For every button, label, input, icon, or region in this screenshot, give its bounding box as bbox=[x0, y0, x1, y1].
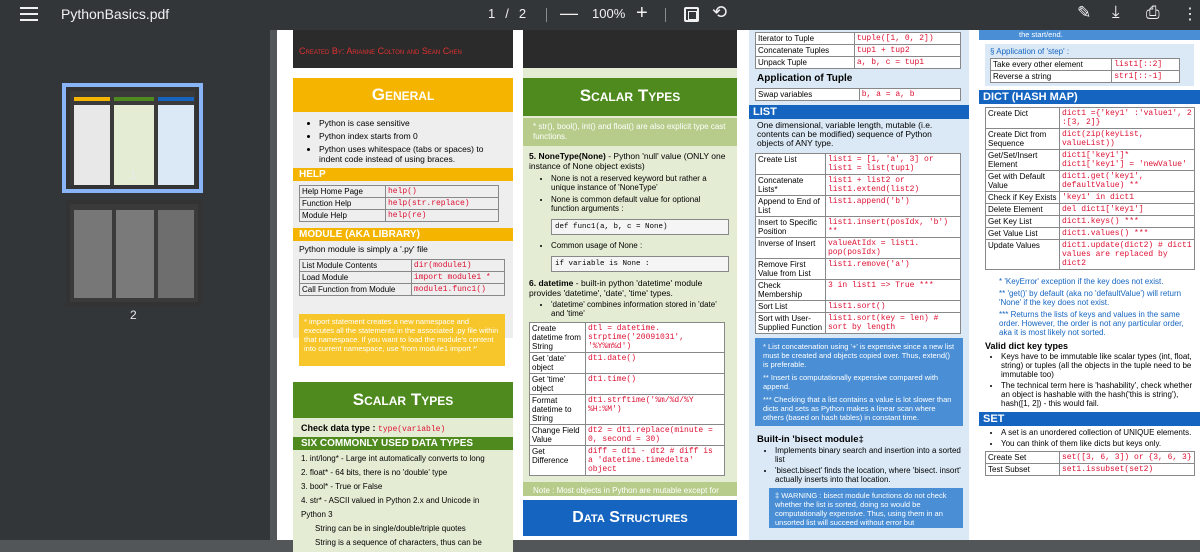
table-cell: dict1.keys() *** bbox=[1060, 216, 1195, 228]
table-cell: Get Value List bbox=[986, 228, 1060, 240]
module-intro: Python module is simply a '.py' file bbox=[299, 244, 428, 254]
table-cell: list1[::2] bbox=[1112, 59, 1180, 71]
page-indicator bbox=[488, 6, 526, 21]
help-heading: HELP bbox=[293, 168, 513, 181]
table-cell: set1.issubset(set2) bbox=[1060, 464, 1195, 476]
type-item: 4. str* - ASCII valued in Python 2.x and Unicode in Python 3 bbox=[301, 496, 480, 519]
table-cell: Test Subset bbox=[986, 464, 1060, 476]
list-note: * List concatenation using '+' is expensive since a new list must be created and objects copied over. Thus, extend() is preferable. bbox=[763, 342, 955, 369]
table-cell: a, b, c = tup1 bbox=[854, 57, 960, 69]
table-cell: Create List bbox=[756, 154, 826, 175]
table-cell: valueAtIdx = list1. pop(posIdx) bbox=[826, 238, 961, 259]
table-cell: Get Difference bbox=[530, 446, 586, 476]
document-viewer[interactable] bbox=[270, 30, 1200, 547]
table-cell: Help Home Page bbox=[300, 186, 386, 198]
list-note: ** Insert is computationally expensive compared with append. bbox=[763, 373, 939, 391]
table-cell: List Module Contents bbox=[300, 260, 412, 272]
none-heading: 5. NoneType(None) bbox=[529, 151, 606, 161]
table-cell: dict(zip(keyList, valueList)) bbox=[1060, 129, 1195, 150]
thumbnail-number: 2 bbox=[130, 308, 137, 322]
help-table bbox=[299, 185, 499, 222]
none-desc: - Python 'null' value (ONLY one instance of None object exists) bbox=[529, 151, 726, 171]
table-cell: Create Set bbox=[986, 452, 1060, 464]
dict-note: ** 'get()' by default (aka no 'defaultValue') will return 'None' if the key does not exist. bbox=[999, 289, 1182, 307]
datetime-item: • 'datetime' combines information stored in 'date' and 'time' bbox=[551, 300, 729, 318]
zoom-out-icon[interactable]: — bbox=[560, 3, 578, 23]
table-cell: del dict1['key1'] bbox=[1060, 204, 1195, 216]
table-cell: diff = dt1 - dt2 # diff is a 'datetime.timedelta' object bbox=[586, 446, 725, 476]
more-options-icon[interactable]: ⋮ bbox=[1182, 6, 1198, 23]
dict-note: *** Returns the lists of keys and values in the same order. However, the order is not any particular order, aka it is most likely not sorted. bbox=[999, 310, 1184, 337]
table-cell: Sort List bbox=[756, 301, 826, 313]
column-general bbox=[293, 30, 513, 547]
fit-to-page-icon[interactable] bbox=[684, 7, 699, 22]
table-cell: Module Help bbox=[300, 210, 386, 222]
table-cell: Get Key List bbox=[986, 216, 1060, 228]
general-heading: General bbox=[293, 78, 513, 112]
bisect-warning: ‡ WARNING : bisect module functions do not check whether the list is sorted, doing so would be computationally expensive. Thus, using them in an unsorted list will succeed without error but bbox=[769, 488, 963, 528]
download-icon[interactable]: ⤓ bbox=[1112, 2, 1120, 21]
table-cell: dict1['key1']* dict1['key1'] = 'newValue' bbox=[1060, 150, 1195, 171]
annotate-pen-icon[interactable]: ✎ bbox=[1077, 3, 1092, 22]
table-cell: Inverse of Insert bbox=[756, 238, 826, 259]
list-note: *** Checking that a list contains a value is lot slower than dicts and sets as Python makes a linear scan where others (based on hash tables) in constant time. bbox=[763, 395, 952, 422]
column-list bbox=[749, 30, 969, 540]
table-cell: Get 'time' object bbox=[530, 374, 586, 395]
table-cell: list1.append('b') bbox=[826, 196, 961, 217]
column-dict bbox=[979, 30, 1200, 540]
table-cell: Create Dict bbox=[986, 108, 1060, 129]
credit-banner bbox=[293, 30, 513, 68]
table-cell: list1 + list2 or list1.extend(list2) bbox=[826, 175, 961, 196]
table-cell: Get 'date' object bbox=[530, 353, 586, 374]
table-cell: Get/Set/Insert Element bbox=[986, 150, 1060, 171]
table-cell: dir(module1) bbox=[411, 260, 504, 272]
table-cell: Sort with User-Supplied Function bbox=[756, 313, 826, 334]
none-item: • None is not a reserved keyword but rather a unique instance of 'NoneType' bbox=[551, 174, 729, 192]
toolbar-divider bbox=[665, 8, 666, 22]
zoom-level[interactable]: 100% bbox=[592, 6, 626, 21]
module-heading: MODULE (AKA LIBRARY) bbox=[293, 228, 513, 241]
datetime-desc: - built-in python 'datetime' module provides 'datetime', 'date', 'time' types. bbox=[529, 278, 703, 298]
datetime-table bbox=[529, 322, 725, 476]
page-thumbnail-2[interactable] bbox=[66, 200, 202, 306]
table-cell: tuple([1, 0, 2]) bbox=[854, 33, 960, 45]
table-cell: Load Module bbox=[300, 272, 412, 284]
list-notes bbox=[755, 338, 963, 426]
table-cell: Update Values bbox=[986, 240, 1060, 270]
general-section bbox=[293, 78, 513, 338]
thumbnail-sidebar bbox=[0, 30, 270, 540]
table-cell: str1[::-1] bbox=[1112, 71, 1180, 83]
table-cell: tup1 + tup2 bbox=[854, 45, 960, 57]
table-cell: Concatenate Tuples bbox=[756, 45, 855, 57]
scalar-types-heading: Scalar Types bbox=[523, 78, 737, 116]
table-cell: Check Membership bbox=[756, 280, 826, 301]
table-cell: Swap variables bbox=[756, 89, 860, 101]
module-note: * import statement creates a new namespace and executes all the statements in the associated .py file within that namespace. If you want to load the module's content into current namespace, use 'from module1 import *' bbox=[299, 314, 505, 366]
valid-key-item: • Keys have to be immutable like scalar types (int, float, string) or tuples (all the objects in the tuple need to be immutable too) bbox=[1001, 352, 1194, 379]
dict-heading: DICT (HASH MAP) bbox=[979, 90, 1200, 104]
credit-text: Created By: Arianne Colton and Sean Chen bbox=[299, 46, 462, 56]
scalar-note: * str(), bool(), int() and float() are also explicit type cast functions. bbox=[523, 118, 737, 146]
table-cell: list1 = [1, 'a', 3] or list1 = list(tup1) bbox=[826, 154, 961, 175]
table-cell: list1.remove('a') bbox=[826, 259, 961, 280]
zoom-in-icon[interactable]: + bbox=[636, 2, 648, 24]
type-item: String is a sequence of characters, thus can be bbox=[315, 538, 482, 547]
table-cell: help(re) bbox=[385, 210, 498, 222]
table-cell: Append to End of List bbox=[756, 196, 826, 217]
table-cell: dt1.time() bbox=[586, 374, 725, 395]
type-item: String can be in single/double/triple quotes bbox=[315, 524, 466, 533]
code-block: if variable is None : bbox=[551, 256, 729, 272]
module-table bbox=[299, 259, 505, 296]
toolbar bbox=[0, 0, 1200, 30]
table-cell: Insert to Specific Position bbox=[756, 217, 826, 238]
slice-table bbox=[990, 58, 1180, 83]
set-table bbox=[985, 451, 1195, 476]
table-cell: dict1.get('key1', defaultValue) ** bbox=[1060, 171, 1195, 192]
table-cell: Call Function from Module bbox=[300, 284, 412, 296]
table-cell: Remove First Value from List bbox=[756, 259, 826, 280]
table-cell: Iterator to Tuple bbox=[756, 33, 855, 45]
check-type-code: type(variable) bbox=[378, 425, 446, 434]
type-item: 1. int/long* - Large int automatically converts to long bbox=[301, 454, 485, 463]
table-cell: dt1.strftime('%m/%d/%Y %H:%M') bbox=[586, 395, 725, 425]
list-desc: One dimensional, variable length, mutable (i.e. contents can be modified) sequence of Python objects of ANY type. bbox=[757, 120, 933, 148]
list-heading: LIST bbox=[749, 105, 969, 119]
table-cell: help() bbox=[385, 186, 498, 198]
bisect-item: • Implements binary search and insertion into a sorted list bbox=[775, 446, 961, 464]
general-item: • Python is case sensitive bbox=[319, 118, 507, 128]
table-cell: set([3, 6, 3]) or {3, 6, 3} bbox=[1060, 452, 1195, 464]
general-item: • Python index starts from 0 bbox=[319, 131, 507, 141]
type-item: 3. bool* - True or False bbox=[301, 482, 383, 491]
table-cell: Take every other element bbox=[991, 59, 1112, 71]
dict-note: * 'KeyError' exception if the key does not exist. bbox=[999, 277, 1164, 286]
bisect-item: • 'bisect.bisect' finds the location, where 'bisect. insort' actually inserts into that location. bbox=[775, 466, 961, 484]
menu-icon[interactable] bbox=[20, 7, 38, 23]
set-item: • A set is an unordered collection of UNIQUE elements. bbox=[1001, 428, 1194, 437]
page-separator: / bbox=[505, 6, 509, 21]
table-cell: Create datetime from String bbox=[530, 323, 586, 353]
column-scalar-types bbox=[523, 30, 737, 540]
table-cell: import module1 * bbox=[411, 272, 504, 284]
scalar-types-section bbox=[293, 382, 513, 552]
slice-step-heading: § Application of 'step' : bbox=[990, 47, 1070, 56]
document-title: PythonBasics.pdf bbox=[61, 6, 170, 22]
page-current-input[interactable]: 1 bbox=[488, 6, 496, 21]
set-item: • You can think of them like dicts but keys only. bbox=[1001, 439, 1194, 448]
table-cell: Reverse a string bbox=[991, 71, 1112, 83]
table-cell: list1.sort() bbox=[826, 301, 961, 313]
swap-table bbox=[755, 88, 961, 101]
table-cell: Delete Element bbox=[986, 204, 1060, 216]
print-icon[interactable]: ⎙ bbox=[1146, 3, 1160, 22]
bisect-heading: Built-in 'bisect module‡ bbox=[757, 434, 864, 445]
scalar-heading: Scalar Types bbox=[293, 382, 513, 418]
table-cell: list1.insert(posIdx, 'b') ** bbox=[826, 217, 961, 238]
page-total: 2 bbox=[518, 6, 527, 21]
table-cell: module1.func1() bbox=[411, 284, 504, 296]
table-cell: dt2 = dt1.replace(minute = 0, second = 30) bbox=[586, 425, 725, 446]
toolbar-divider bbox=[546, 8, 547, 22]
table-cell: Change Field Value bbox=[530, 425, 586, 446]
datetime-heading: 6. datetime bbox=[529, 278, 574, 288]
table-cell: dict1.update(dict2) # dict1 values are replaced by dict2 bbox=[1060, 240, 1195, 270]
slice-note-top: the start/end. bbox=[979, 30, 1200, 40]
table-cell: Format datetime to String bbox=[530, 395, 586, 425]
table-cell: list1.sort(key = len) # sort by length bbox=[826, 313, 961, 334]
table-cell: Concatenate Lists* bbox=[756, 175, 826, 196]
table-cell: dt1.date() bbox=[586, 353, 725, 374]
table-cell: 3 in list1 => True *** bbox=[826, 280, 961, 301]
dark-banner bbox=[523, 30, 737, 68]
type-item: 2. float* - 64 bits, there is no 'double' type bbox=[301, 468, 448, 477]
pdf-page bbox=[277, 30, 1200, 547]
table-cell: help(str.replace) bbox=[385, 198, 498, 210]
table-cell: dict1 ={'key1' :'value1', 2 :[3, 2]} bbox=[1060, 108, 1195, 129]
data-structures-heading: Data Structures bbox=[523, 500, 737, 536]
table-cell: Create Dict from Sequence bbox=[986, 129, 1060, 150]
valid-key-item: • The technical term here is 'hashability', check whether an object is hashable with the hash('this is string'), hash([1, 2]) - this would fail. bbox=[1001, 381, 1194, 408]
mutable-note: Note : Most objects in Python are mutable except for bbox=[523, 482, 737, 510]
set-heading: SET bbox=[979, 412, 1200, 426]
table-cell: b, a = a, b bbox=[859, 89, 960, 101]
table-cell: dict1.values() *** bbox=[1060, 228, 1195, 240]
table-cell: Get with Default Value bbox=[986, 171, 1060, 192]
check-type-label: Check data type : bbox=[301, 423, 376, 433]
none-item: • None is common default value for optional function arguments : bbox=[551, 195, 729, 213]
dict-table bbox=[985, 107, 1195, 270]
valid-keys-heading: Valid dict key types bbox=[985, 341, 1069, 351]
tuple-application-heading: Application of Tuple bbox=[757, 73, 853, 84]
data-structures-wrap bbox=[523, 496, 737, 540]
code-block: def func1(a, b, c = None) bbox=[551, 219, 729, 235]
rotate-icon[interactable]: ⟲ bbox=[712, 2, 728, 22]
table-cell: Check if Key Exists bbox=[986, 192, 1060, 204]
list-table bbox=[755, 153, 961, 334]
table-cell: Unpack Tuple bbox=[756, 57, 855, 69]
table-cell: Function Help bbox=[300, 198, 386, 210]
six-types-heading: SIX COMMONLY USED DATA TYPES bbox=[293, 437, 513, 450]
none-common: • Common usage of None : bbox=[551, 241, 729, 250]
tuple-table bbox=[755, 32, 961, 69]
table-cell: 'key1' in dict1 bbox=[1060, 192, 1195, 204]
thumbnail-number: 1 bbox=[130, 168, 137, 182]
table-cell: dtl = datetime. strptime('20091031', '%Y%m%d') bbox=[586, 323, 725, 353]
general-item: • Python uses whitespace (tabs or spaces) to indent code instead of using braces. bbox=[319, 144, 507, 164]
